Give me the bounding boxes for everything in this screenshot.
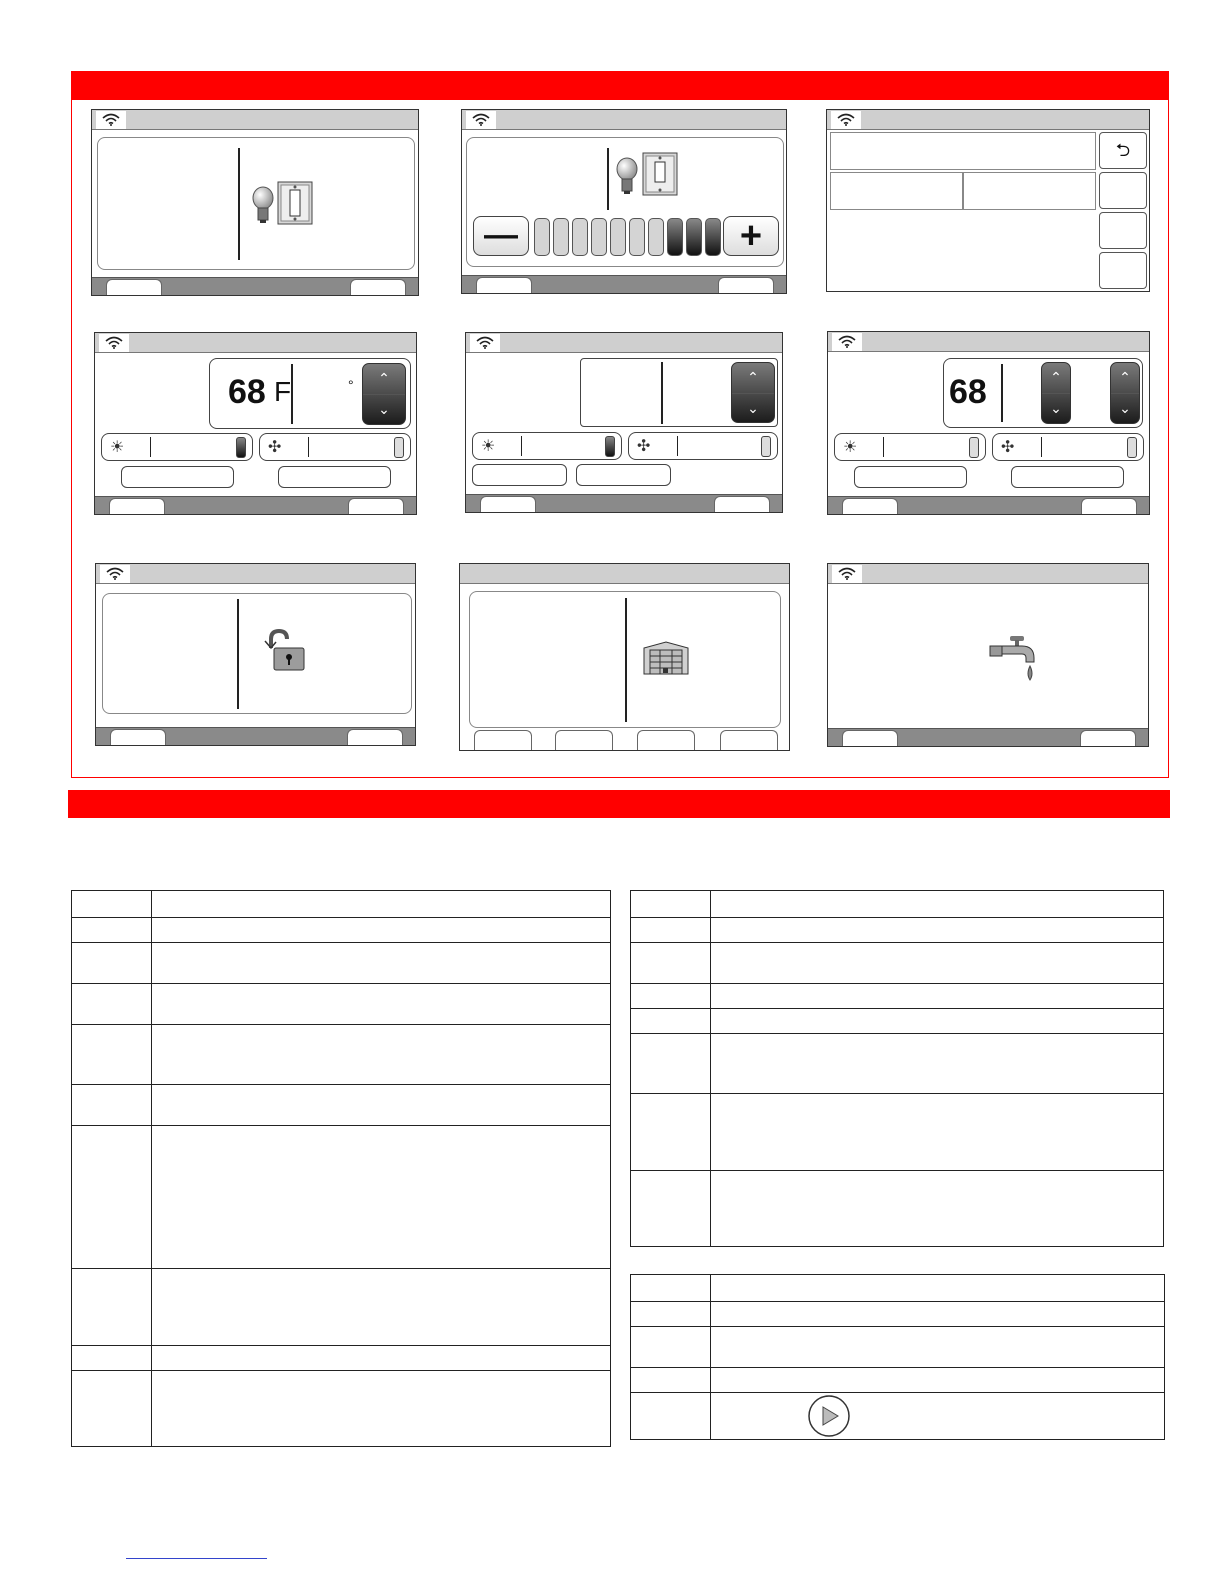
table-row bbox=[631, 1368, 1164, 1393]
back-arrow-icon: ⮌ bbox=[1115, 140, 1131, 161]
table-row bbox=[631, 918, 1163, 943]
temperature-unit: F bbox=[274, 376, 292, 407]
table-cell bbox=[631, 1302, 711, 1326]
plus-icon: + bbox=[739, 215, 763, 257]
level-segment[interactable] bbox=[591, 218, 607, 256]
footer-right-button[interactable] bbox=[348, 498, 404, 514]
screen-garage-door bbox=[459, 563, 790, 751]
table-cell bbox=[152, 1025, 610, 1084]
status-bar bbox=[460, 564, 789, 584]
level-segment[interactable] bbox=[534, 218, 550, 256]
tab-button-2[interactable] bbox=[555, 730, 613, 750]
sun-icon: ☀ bbox=[110, 437, 125, 456]
screen-menu bbox=[826, 109, 1150, 292]
fan-icon: ✣ bbox=[268, 437, 282, 456]
screen-thermostat-dual bbox=[827, 331, 1150, 515]
table-row bbox=[72, 1371, 610, 1446]
mode-pill[interactable] bbox=[101, 433, 253, 461]
light-bulb-icon bbox=[252, 186, 274, 224]
footer-left-button[interactable] bbox=[842, 498, 898, 514]
mode-pill[interactable] bbox=[834, 433, 986, 461]
divider bbox=[1041, 437, 1042, 457]
chevron-down-icon[interactable]: ⌄ bbox=[1111, 393, 1139, 423]
minus-icon: — bbox=[484, 216, 518, 254]
temperature-value: 68 bbox=[228, 373, 266, 411]
right-top-table bbox=[630, 890, 1164, 1247]
status-bar bbox=[95, 333, 416, 353]
setpoint-panel bbox=[580, 358, 778, 427]
table-cell bbox=[711, 1327, 1164, 1367]
option-button-right[interactable] bbox=[1011, 466, 1124, 488]
temperature-value: 68 bbox=[949, 373, 987, 411]
chevron-down-icon[interactable]: ⌄ bbox=[1042, 393, 1070, 423]
table-row bbox=[72, 984, 610, 1025]
table-cell bbox=[72, 1269, 152, 1345]
table-row bbox=[631, 1034, 1163, 1094]
table-row bbox=[72, 1346, 610, 1371]
table-cell bbox=[72, 1126, 152, 1268]
level-segment[interactable] bbox=[686, 218, 702, 256]
side-button-2[interactable] bbox=[1099, 172, 1147, 209]
table-cell bbox=[152, 943, 610, 983]
wifi-icon bbox=[99, 334, 129, 352]
wifi-icon bbox=[470, 334, 500, 352]
level-segment[interactable] bbox=[705, 218, 721, 256]
faucet-icon bbox=[988, 634, 1040, 684]
footer-left-button[interactable] bbox=[480, 496, 536, 512]
content-panel bbox=[466, 137, 784, 267]
temperature-panel bbox=[209, 358, 411, 429]
status-bar bbox=[828, 332, 1149, 352]
status-bar bbox=[462, 110, 786, 130]
chevron-up-icon[interactable]: ⌃ bbox=[1050, 370, 1062, 386]
garage-door-icon bbox=[642, 640, 690, 676]
padlock-open-icon bbox=[262, 628, 306, 672]
divider bbox=[291, 364, 293, 424]
status-bar bbox=[828, 564, 1148, 584]
menu-option-right[interactable] bbox=[963, 172, 1096, 210]
table-cell bbox=[72, 1346, 152, 1370]
mode-slider-knob[interactable] bbox=[605, 436, 615, 457]
table-cell bbox=[711, 1393, 1164, 1439]
footer-left-button[interactable] bbox=[842, 730, 898, 746]
table-cell bbox=[711, 1009, 1163, 1033]
content-panel bbox=[102, 593, 412, 714]
divider bbox=[150, 437, 151, 457]
table-cell bbox=[631, 1094, 711, 1170]
footer-bar bbox=[466, 494, 782, 512]
table-cell bbox=[72, 1371, 152, 1446]
wifi-icon bbox=[832, 565, 862, 583]
footer-right-button[interactable] bbox=[1080, 730, 1136, 746]
table-cell bbox=[711, 1368, 1164, 1392]
wifi-icon bbox=[96, 111, 126, 129]
left-table bbox=[71, 890, 611, 1447]
level-segment[interactable] bbox=[629, 218, 645, 256]
mode-slider-knob[interactable] bbox=[969, 437, 979, 458]
footer-bar bbox=[92, 277, 418, 295]
table-row bbox=[631, 984, 1163, 1009]
table-cell bbox=[711, 1034, 1163, 1093]
table-row bbox=[631, 1094, 1163, 1171]
fan-icon: ✣ bbox=[1001, 437, 1015, 456]
table-row bbox=[631, 1393, 1164, 1439]
fan-slider-knob[interactable] bbox=[394, 437, 404, 458]
sun-icon: ☀ bbox=[843, 437, 858, 456]
dimmer-minus-button[interactable] bbox=[473, 216, 529, 256]
divider bbox=[238, 148, 240, 260]
divider bbox=[883, 437, 884, 457]
table-cell bbox=[631, 1393, 711, 1439]
table-row bbox=[72, 891, 610, 918]
table-row bbox=[631, 891, 1163, 918]
screen-thermostat-single bbox=[94, 332, 417, 515]
footer-left-button[interactable] bbox=[106, 279, 162, 295]
footer-left-button[interactable] bbox=[109, 498, 165, 514]
footer-bar bbox=[828, 728, 1148, 746]
divider bbox=[607, 148, 609, 210]
section-banner bbox=[68, 790, 1170, 818]
content-panel bbox=[97, 137, 415, 270]
table-row bbox=[72, 1269, 610, 1346]
footer-right-button[interactable] bbox=[347, 729, 403, 745]
fan-pill[interactable] bbox=[259, 433, 411, 461]
level-segment[interactable] bbox=[667, 218, 683, 256]
table-cell bbox=[152, 984, 610, 1024]
chevron-up-icon[interactable]: ⌃ bbox=[747, 370, 759, 386]
table-cell bbox=[631, 1171, 711, 1246]
toggle-switch-icon bbox=[642, 152, 678, 196]
table-row bbox=[631, 1302, 1164, 1327]
table-cell bbox=[152, 1269, 610, 1345]
temperature-panel bbox=[943, 358, 1143, 428]
screen-water-valve bbox=[827, 563, 1149, 747]
toggle-switch-icon bbox=[277, 181, 313, 225]
table-row bbox=[72, 943, 610, 984]
side-button-4[interactable] bbox=[1099, 252, 1147, 289]
option-button-left[interactable] bbox=[854, 466, 967, 488]
option-button-left[interactable] bbox=[472, 464, 567, 486]
divider bbox=[677, 436, 678, 456]
chevron-down-icon[interactable]: ⌄ bbox=[363, 394, 405, 424]
footer-right-button[interactable] bbox=[714, 496, 770, 512]
table-cell bbox=[72, 891, 152, 917]
dimmer-level-bar bbox=[531, 210, 721, 264]
wifi-icon bbox=[832, 333, 862, 351]
table-row bbox=[631, 943, 1163, 984]
tab-button-4[interactable] bbox=[720, 730, 778, 750]
wifi-icon bbox=[100, 565, 130, 583]
divider bbox=[1001, 364, 1003, 422]
fan-pill[interactable] bbox=[992, 433, 1144, 461]
screen-dimmer bbox=[461, 109, 787, 294]
cool-setpoint-arrows[interactable] bbox=[1110, 362, 1140, 424]
menu-option-left[interactable] bbox=[830, 172, 963, 210]
divider bbox=[237, 599, 239, 709]
footer-bar bbox=[828, 496, 1149, 514]
table-cell bbox=[631, 891, 711, 917]
status-bar bbox=[92, 110, 418, 130]
table-cell bbox=[152, 918, 610, 942]
setpoint-arrows[interactable] bbox=[362, 363, 406, 425]
footer-right-button[interactable] bbox=[350, 279, 406, 295]
table-row bbox=[72, 1126, 610, 1269]
screen-thermostat-blank bbox=[465, 332, 783, 513]
table-cell bbox=[152, 891, 610, 917]
screen-lock bbox=[95, 563, 416, 746]
wifi-icon bbox=[466, 111, 496, 129]
sun-icon: ☀ bbox=[481, 436, 496, 455]
status-bar bbox=[466, 333, 782, 353]
footer-bar bbox=[462, 275, 786, 293]
fan-pill[interactable] bbox=[628, 432, 778, 460]
divider bbox=[521, 436, 522, 456]
menu-title-box[interactable] bbox=[830, 132, 1096, 170]
setpoint-arrows[interactable] bbox=[731, 362, 775, 423]
table-cell bbox=[631, 1368, 711, 1392]
table-cell bbox=[631, 1009, 711, 1033]
dimmer-plus-button[interactable] bbox=[723, 216, 779, 256]
footer-left-button[interactable] bbox=[110, 729, 166, 745]
table-row bbox=[72, 1025, 610, 1085]
status-bar bbox=[96, 564, 415, 584]
table-cell bbox=[152, 1371, 610, 1446]
top-banner bbox=[71, 71, 1169, 100]
table-cell bbox=[152, 1346, 610, 1370]
table-cell bbox=[631, 1034, 711, 1093]
level-segment[interactable] bbox=[610, 218, 626, 256]
table-cell bbox=[152, 1126, 610, 1268]
chevron-up-icon[interactable]: ⌃ bbox=[1119, 370, 1131, 386]
fan-slider-knob[interactable] bbox=[1127, 437, 1137, 458]
footer-right-button[interactable] bbox=[1081, 498, 1137, 514]
level-segment[interactable] bbox=[572, 218, 588, 256]
back-button[interactable] bbox=[1099, 132, 1147, 169]
fan-slider-knob[interactable] bbox=[761, 436, 771, 457]
table-row bbox=[631, 1171, 1163, 1246]
table-row bbox=[72, 918, 610, 943]
table-cell bbox=[711, 1302, 1164, 1326]
table-cell bbox=[711, 918, 1163, 942]
table-row bbox=[631, 1009, 1163, 1034]
right-bottom-table bbox=[630, 1274, 1165, 1440]
status-bar bbox=[827, 110, 1149, 130]
table-cell bbox=[631, 918, 711, 942]
table-cell bbox=[711, 1094, 1163, 1170]
table-cell bbox=[72, 918, 152, 942]
table-row bbox=[631, 1275, 1164, 1302]
table-cell bbox=[711, 943, 1163, 983]
table-cell bbox=[711, 891, 1163, 917]
option-button-right[interactable] bbox=[576, 464, 671, 486]
table-cell bbox=[631, 984, 711, 1008]
heat-setpoint-arrows[interactable] bbox=[1041, 362, 1071, 424]
level-segment[interactable] bbox=[648, 218, 664, 256]
table-cell bbox=[711, 1275, 1164, 1301]
chevron-down-icon[interactable]: ⌄ bbox=[732, 393, 774, 423]
wifi-icon bbox=[831, 111, 861, 129]
tab-button-3[interactable] bbox=[637, 730, 695, 750]
degree-symbol: ° bbox=[348, 377, 354, 393]
option-button-left[interactable] bbox=[121, 466, 234, 488]
footer-right-button[interactable] bbox=[718, 277, 774, 293]
side-button-3[interactable] bbox=[1099, 212, 1147, 249]
mode-pill[interactable] bbox=[472, 432, 622, 460]
mode-slider-knob[interactable] bbox=[236, 437, 246, 458]
footer-bar bbox=[95, 496, 416, 514]
table-cell bbox=[711, 984, 1163, 1008]
play-button-icon[interactable] bbox=[807, 1395, 851, 1437]
table-row bbox=[631, 1327, 1164, 1368]
level-segment[interactable] bbox=[553, 218, 569, 256]
table-cell bbox=[72, 1085, 152, 1125]
table-cell bbox=[72, 1025, 152, 1084]
table-cell bbox=[711, 1171, 1163, 1246]
light-bulb-icon bbox=[616, 157, 638, 195]
tab-button-1[interactable] bbox=[474, 730, 532, 750]
footer-bar bbox=[96, 727, 415, 745]
divider bbox=[661, 362, 663, 424]
table-cell bbox=[72, 943, 152, 983]
divider bbox=[625, 598, 627, 722]
divider bbox=[308, 437, 309, 457]
table-row bbox=[72, 1085, 610, 1126]
table-cell bbox=[631, 1327, 711, 1367]
table-cell bbox=[631, 1275, 711, 1301]
footer-left-button[interactable] bbox=[476, 277, 532, 293]
option-button-right[interactable] bbox=[278, 466, 391, 488]
table-cell bbox=[72, 984, 152, 1024]
footer-link[interactable] bbox=[126, 1558, 267, 1559]
fan-icon: ✣ bbox=[637, 436, 651, 455]
screen-light-switch bbox=[91, 109, 419, 296]
chevron-up-icon[interactable]: ⌃ bbox=[378, 371, 390, 387]
table-cell bbox=[152, 1085, 610, 1125]
content-panel bbox=[469, 591, 781, 728]
table-cell bbox=[631, 943, 711, 983]
